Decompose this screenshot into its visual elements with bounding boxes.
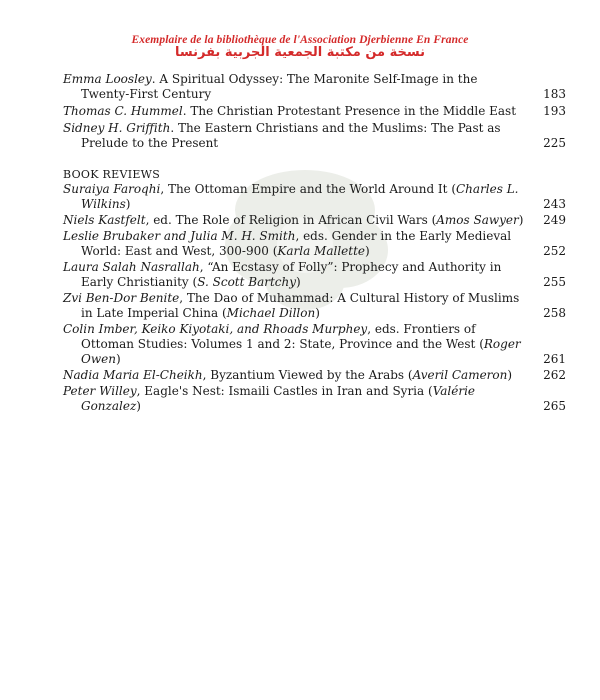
entry-author: Zvi Ben-Dor Benite (63, 291, 180, 305)
entry-page-number: 252 (543, 244, 566, 258)
entry-separator: , eds. (367, 322, 404, 336)
entry-author: Suraiya Faroqhi (63, 182, 161, 196)
entry-separator: , (179, 291, 187, 305)
entry-page-number: 243 (543, 197, 566, 211)
entry-text: Laura Salah Nasrallah, “An Ecstasy of Folly”: Prophecy and Authority in Early Christianity (S. Scott Bartchy) (63, 260, 502, 289)
table-of-contents (63, 72, 566, 415)
entry-reviewer: Roger Owen (81, 337, 521, 366)
review-entry (63, 291, 566, 321)
entry-author: Sidney H. Griffith (63, 121, 171, 135)
library-stamp (0, 34, 600, 60)
review-entry (63, 213, 566, 228)
entry-author: Emma Loosley (63, 72, 152, 86)
entry-page-number: 225 (543, 136, 566, 150)
entry-title: The Ottoman Empire and the World Around It (167, 182, 448, 196)
entry-reviewer: Karla Mallette (277, 244, 366, 258)
entry-separator: , (136, 384, 145, 398)
entry-author: Nadia Maria El-Cheikh (63, 368, 203, 382)
entry-separator: , (202, 368, 211, 382)
entry-author: Leslie Brubaker and Julia M. H. Smith (63, 229, 296, 243)
entry-reviewer: Michael Dillon (226, 306, 316, 320)
entry-page-number: 258 (543, 306, 566, 320)
entry-text: Niels Kastfelt, ed. The Role of Religion in African Civil Wars (Amos Sawyer) (63, 213, 524, 227)
entry-title: The Role of Religion in African Civil Wars (175, 213, 428, 227)
reviews-heading: BOOK REVIEWS (63, 168, 161, 181)
entry-author: Colin Imber, Keiko Kiyotaki, and Rhoads Murphey (63, 322, 368, 336)
entry-author: Thomas C. Hummel (63, 104, 183, 118)
entry-separator: , ed. (145, 213, 176, 227)
entry-text (63, 72, 526, 102)
review-entry (63, 182, 566, 212)
entry-reviewer: Amos Sawyer (436, 213, 519, 227)
review-entry (63, 322, 566, 367)
library-stamp-french: Exemplaire de la bibliothèque de l'Association Djerbienne En France (131, 34, 469, 46)
entry-text (63, 104, 526, 119)
entry-title: Eagle's Nest: Ismaili Castles in Iran and Syria (144, 384, 425, 398)
article-entry (63, 121, 566, 151)
entry-text: Colin Imber, Keiko Kiyotaki, and Rhoads Murphey, eds. Frontiers of Ottoman Studies: Volumes 1 and 2: State, Province and the West (Roger Owen) (63, 322, 521, 366)
entry-page-number: 193 (543, 104, 566, 118)
article-entry (63, 104, 566, 119)
review-entry (63, 368, 566, 383)
entry-text: Leslie Brubaker and Julia M. H. Smith, eds. Gender in the Early Medieval World: East and West, 300-900 (Karla Mallette) (63, 229, 512, 258)
entry-separator: . (151, 72, 160, 86)
entry-title: “An Ecstasy of Folly”: Prophecy and Authority in Early Christianity (81, 260, 502, 289)
entry-author: Peter Willey (63, 384, 137, 398)
entry-title: The Eastern Christians and the Muslims: The Past as Prelude to the Present (81, 121, 501, 150)
entry-title: A Spiritual Odyssey: The Maronite Self-Image in the Twenty-First Century (81, 72, 478, 101)
entry-page-number: 261 (543, 352, 566, 366)
entry-author: Laura Salah Nasrallah (63, 260, 200, 274)
entry-title: Gender in the Early Medieval World: East and West, 300-900 (81, 229, 512, 258)
entry-text: Nadia Maria El-Cheikh, Byzantium Viewed by the Arabs (Averil Cameron) (63, 368, 513, 382)
entry-text: Peter Willey, Eagle's Nest: Ismaili Castles in Iran and Syria (Valérie Gonzalez) (63, 384, 476, 413)
entry-title: The Dao of Muhammad: A Cultural History of Muslims in Late Imperial China (81, 291, 520, 320)
entry-title: The Christian Protestant Presence in the Middle East (190, 104, 517, 118)
entry-reviewer: Valérie Gonzalez (81, 384, 476, 413)
entry-reviewer: S. Scott Bartchy (197, 275, 297, 289)
entry-title: Frontiers of Ottoman Studies: Volumes 1 and 2: State, Province and the West (81, 322, 476, 351)
review-entry (63, 384, 566, 414)
entry-reviewer: Charles L. Wilkins (81, 182, 519, 211)
entry-text: Suraiya Faroqhi, The Ottoman Empire and the World Around It (Charles L. Wilkins) (63, 182, 519, 211)
reviews-list (63, 182, 566, 414)
entry-separator: , eds. (295, 229, 332, 243)
entry-reviewer: Averil Cameron (412, 368, 508, 382)
entry-page-number: 255 (543, 275, 566, 289)
articles-list (63, 72, 566, 151)
review-entry (63, 260, 566, 290)
entry-page-number: 262 (543, 368, 566, 382)
entry-text: Zvi Ben-Dor Benite, The Dao of Muhammad: A Cultural History of Muslims in Late Imperial China (Michael Dillon) (63, 291, 520, 320)
entry-separator: . (182, 104, 191, 118)
entry-page-number: 265 (543, 399, 566, 413)
entry-separator: , (160, 182, 168, 196)
entry-author: Niels Kastfelt (63, 213, 146, 227)
entry-separator: . (170, 121, 178, 135)
entry-title: Byzantium Viewed by the Arabs (210, 368, 405, 382)
entry-text (63, 121, 526, 151)
review-entry (63, 229, 566, 259)
article-entry (63, 72, 566, 102)
library-stamp-arabic: نسخة من مكتبة الجمعية الجربية بفرنسا (175, 45, 425, 60)
entry-page-number: 183 (543, 87, 566, 101)
entry-page-number: 249 (543, 213, 566, 227)
entry-separator: , (199, 260, 208, 274)
